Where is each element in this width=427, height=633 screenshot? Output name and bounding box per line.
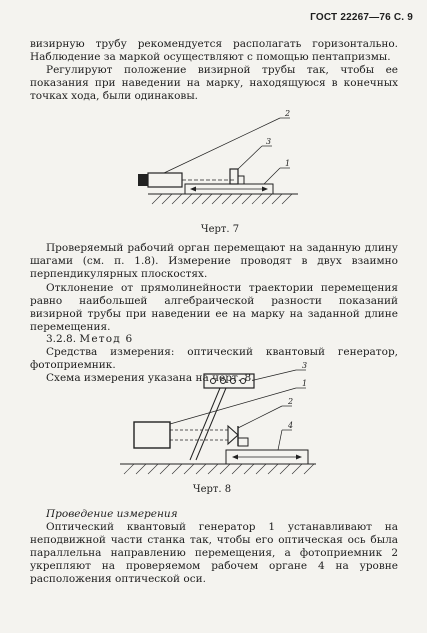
figure-7-caption: Черт. 7	[200, 224, 240, 235]
page-header: ГОСТ 22267—76 С. 9	[310, 12, 413, 23]
fig8-laser-generator	[134, 422, 170, 448]
fig7-callout-2: 2	[285, 109, 291, 118]
fig8-callout-2: 2	[288, 397, 294, 406]
fig7-callout-3: 3	[266, 137, 272, 146]
section-title: Метод 6	[79, 333, 134, 345]
paragraph-9: Оптический квантовый генератор 1 устанавливают на неподвижной части станка так, чтобы его оптическая ось была параллельна направлению перемещения, а фотоприемник 2 укрепляют на проверяемом рабочем органе 4 на уровне расположения оптической оси.	[30, 521, 398, 585]
fig7-telescope-cap	[138, 174, 148, 186]
paragraph-6: Средства измерения: оптический квантовый генератор, фотоприемник.	[30, 346, 398, 371]
section-number: 3.2.8.	[46, 333, 77, 345]
figure-8-caption: Черт. 8	[192, 484, 232, 495]
fig8-callout-3: 3	[302, 361, 308, 370]
fig7-telescope-body	[148, 173, 182, 187]
section-heading	[46, 333, 398, 346]
paragraph-7: Схема измерения указана на черт. 8.	[46, 372, 255, 384]
figure-8-drawing	[120, 361, 320, 482]
paragraph-3: Проверяемый рабочий орган перемещают на заданную длину шагами (см. п. 1.8). Измерение проводят в двух взаимно перпендикулярных плоскостях.	[30, 242, 398, 280]
fig8-indicator-lamps	[211, 379, 246, 384]
figure-7-drawing	[130, 106, 310, 216]
fig8-callout-4: 4	[288, 421, 294, 430]
paragraph-1: визирную трубу рекомендуется располагать горизонтально. Наблюдение за маркой осуществляют с помощью пентапризмы.	[30, 38, 398, 63]
fig7-marker	[230, 169, 238, 184]
fig8-photodetector	[228, 426, 238, 444]
fig7-base-hatch	[152, 194, 292, 204]
procedure-heading: Проведение измерения	[46, 508, 178, 520]
fig8-callout-1: 1	[302, 379, 308, 388]
paragraph-2: Регулируют положение визирной трубы так, чтобы ее показания при наведении на марку, находящуюся в конечных точках хода, были одинаковы.	[30, 64, 398, 102]
paragraph-4: Отклонение от прямолинейности траектории перемещения равно наибольшей алгебраической разности показаний визирной трубы при наведении ее на марку на заданной длине перемещения.	[30, 282, 398, 333]
fig8-indicator-panel	[204, 374, 254, 388]
fig8-base-hatch	[124, 464, 314, 474]
fig7-callout-1: 1	[285, 159, 291, 168]
